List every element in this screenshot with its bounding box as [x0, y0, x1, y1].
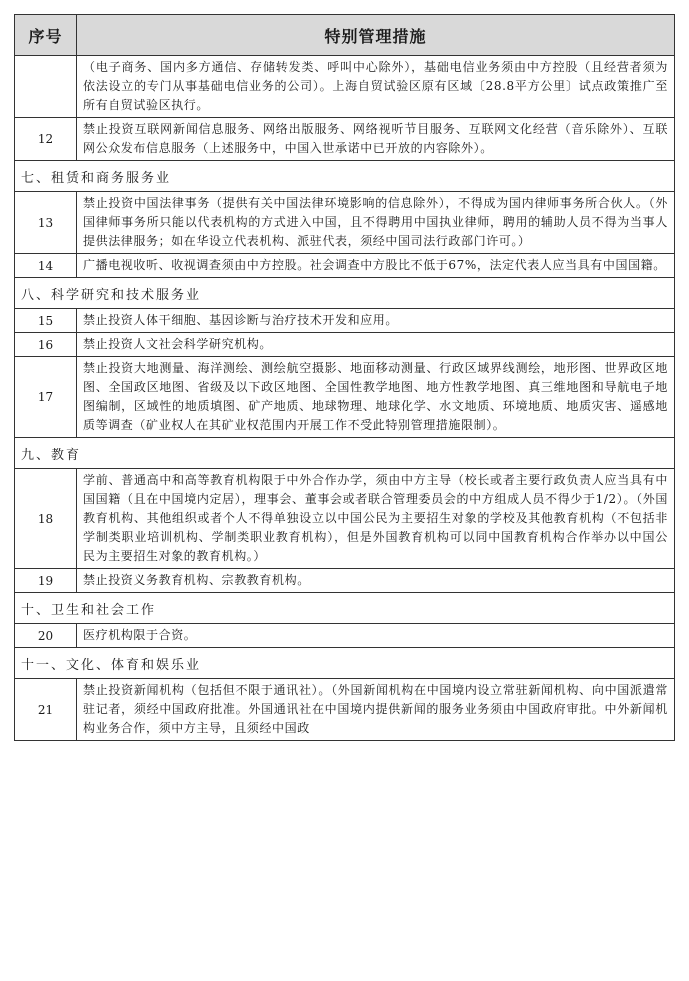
row-number: 20 [15, 624, 77, 648]
section-title: 九、教育 [15, 438, 675, 469]
row-number: 14 [15, 254, 77, 278]
table-row [15, 679, 675, 741]
section-row [15, 648, 675, 679]
table-row [15, 569, 675, 593]
row-measure-text: 禁止投资中国法律事务（提供有关中国法律环境影响的信息除外），不得成为国内律师事务所合伙人。（外国律师事务所只能以代表机构的方式进入中国，且不得聘用中国执业律师，聘用的辅助人员不得为当事人提供法律服务；如在华设立代表机构、派驻代表，须经中国司法行政部门许可。） [77, 192, 675, 254]
section-row [15, 278, 675, 309]
document-page [14, 14, 674, 741]
row-number: 16 [15, 333, 77, 357]
section-row [15, 161, 675, 192]
row-number: 21 [15, 679, 77, 741]
table-row [15, 118, 675, 161]
row-number: 12 [15, 118, 77, 161]
table-row [15, 624, 675, 648]
special-measures-table [14, 14, 675, 741]
row-measure-text: 禁止投资大地测量、海洋测绘、测绘航空摄影、地面移动测量、行政区域界线测绘，地形图、世界政区地图、全国政区地图、省级及以下政区地图、全国性教学地图、地方性教学地图、真三维地图和导航电子地图编制，区域性的地质填图、矿产地质、地球物理、地球化学、水文地质、环境地质、地质灾害、遥感地质等调查（矿业权人在其矿业权范围内开展工作不受此特别管理措施限制）。 [77, 357, 675, 438]
row-measure-text: 广播电视收听、收视调查须由中方控股。社会调查中方股比不低于67%，法定代表人应当具有中国国籍。 [77, 254, 675, 278]
row-measure-text: 医疗机构限于合资。 [77, 624, 675, 648]
table-row [15, 192, 675, 254]
row-number: 18 [15, 469, 77, 569]
header-serial-number: 序号 [15, 15, 77, 56]
table-header-row [15, 15, 675, 56]
row-number: 15 [15, 309, 77, 333]
header-special-measures: 特别管理措施 [77, 15, 675, 56]
table-row [15, 309, 675, 333]
row-number: 19 [15, 569, 77, 593]
table-row [15, 333, 675, 357]
section-row [15, 593, 675, 624]
row-number [15, 56, 77, 118]
row-measure-text: （电子商务、国内多方通信、存储转发类、呼叫中心除外），基础电信业务须由中方控股（且经营者须为依法设立的专门从事基础电信业务的公司）。上海自贸试验区原有区域〔28.8平方公里〕试点政策推广至所有自贸试验区执行。 [77, 56, 675, 118]
row-measure-text: 禁止投资人体干细胞、基因诊断与治疗技术开发和应用。 [77, 309, 675, 333]
row-measure-text: 禁止投资互联网新闻信息服务、网络出版服务、网络视听节目服务、互联网文化经营（音乐除外）、互联网公众发布信息服务（上述服务中，中国入世承诺中已开放的内容除外）。 [77, 118, 675, 161]
row-number: 17 [15, 357, 77, 438]
table-row [15, 56, 675, 118]
row-measure-text: 禁止投资人文社会科学研究机构。 [77, 333, 675, 357]
section-title: 十一、文化、体育和娱乐业 [15, 648, 675, 679]
section-title: 十、卫生和社会工作 [15, 593, 675, 624]
row-measure-text: 禁止投资新闻机构（包括但不限于通讯社）。（外国新闻机构在中国境内设立常驻新闻机构、向中国派遣常驻记者，须经中国政府批准。外国通讯社在中国境内提供新闻的服务业务须由中国政府审批。中外新闻机构业务合作，须中方主导，且须经中国政 [77, 679, 675, 741]
section-title: 七、租赁和商务服务业 [15, 161, 675, 192]
section-title: 八、科学研究和技术服务业 [15, 278, 675, 309]
table-row [15, 254, 675, 278]
row-number: 13 [15, 192, 77, 254]
row-measure-text: 禁止投资义务教育机构、宗教教育机构。 [77, 569, 675, 593]
row-measure-text: 学前、普通高中和高等教育机构限于中外合作办学，须由中方主导（校长或者主要行政负责人应当具有中国国籍（且在中国境内定居），理事会、董事会或者联合管理委员会的中方组成人员不得少于1/2）。（外国教育机构、其他组织或者个人不得单独设立以中国公民为主要招生对象的学校及其他教育机构（不包括非学制类职业培训机构、学制类职业教育机构），但是外国教育机构可以同中国教育机构合作举办以中国公民为主要招生对象的教育机构。） [77, 469, 675, 569]
table-row [15, 357, 675, 438]
table-row [15, 469, 675, 569]
section-row [15, 438, 675, 469]
